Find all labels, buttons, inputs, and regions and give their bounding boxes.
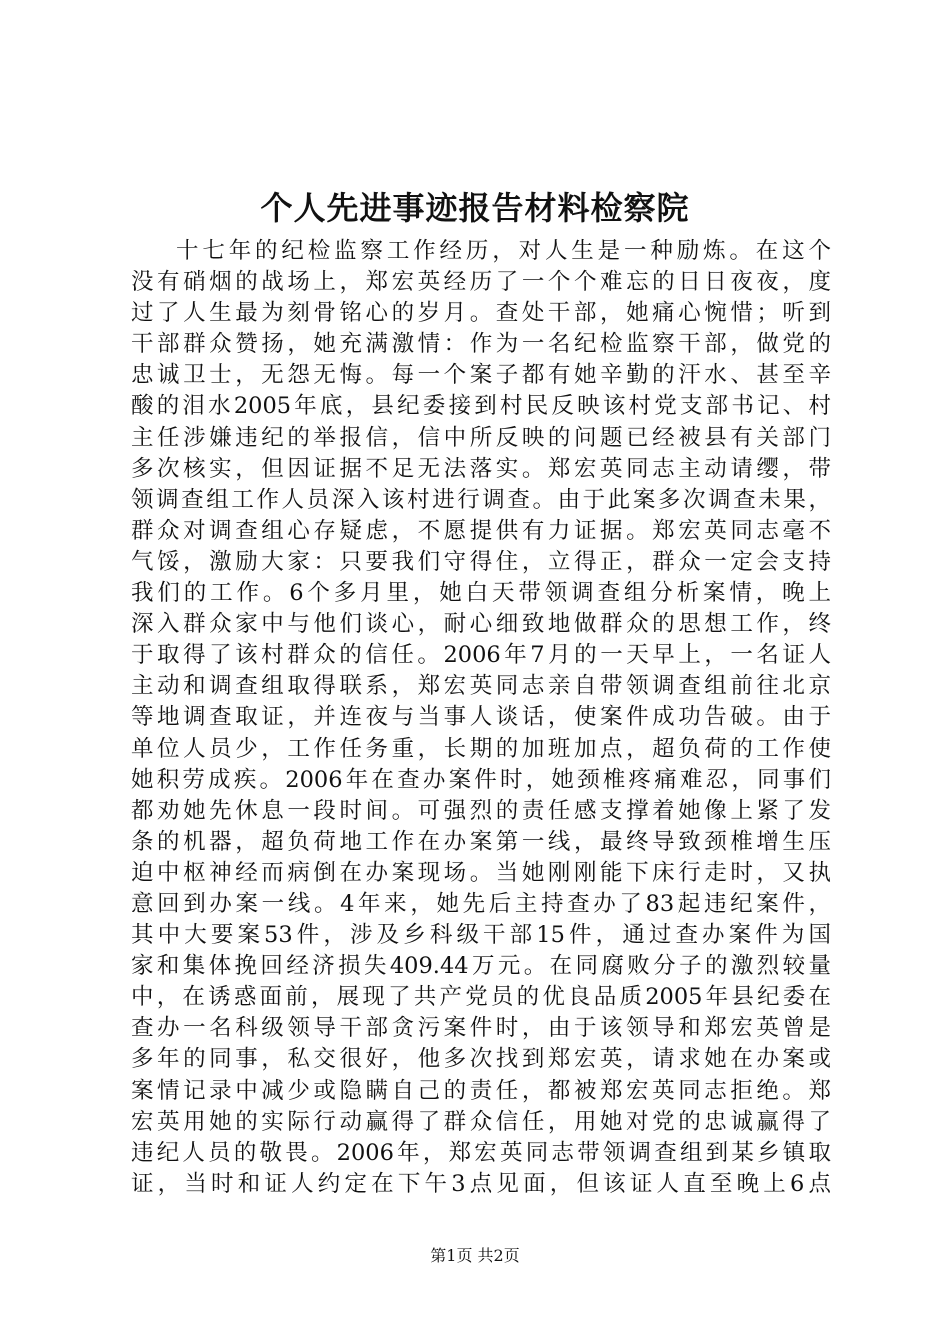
paragraph-line: 她积劳成疾。2006年在查办案件时，她颈椎疼痛难忍，同事们 — [131, 766, 831, 793]
paragraph-line: 领调查组工作人员深入该村进行调查。由于此案多次调查未果， — [131, 486, 831, 513]
paragraph-line: 没有硝烟的战场上，郑宏英经历了一个个难忘的日日夜夜，度 — [131, 269, 831, 296]
document-body — [131, 236, 831, 1200]
paragraph-line: 忠诚卫士，无怨无悔。每一个案子都有她辛勤的汗水、甚至辛 — [131, 362, 831, 389]
paragraph-line: 多次核实，但因证据不足无法落实。郑宏英同志主动请缨，带 — [131, 455, 831, 482]
paragraph-line: 于取得了该村群众的信任。2006年7月的一天早上，一名证人 — [131, 642, 831, 669]
paragraph-line: 群众对调查组心存疑虑，不愿提供有力证据。郑宏英同志毫不 — [131, 517, 831, 544]
paragraph-line: 等地调查取证，并连夜与当事人谈话，使案件成功告破。由于 — [131, 704, 831, 731]
paragraph-line: 单位人员少，工作任务重，长期的加班加点，超负荷的工作使 — [131, 735, 831, 762]
paragraph-line: 查办一名科级领导干部贪污案件时，由于该领导和郑宏英曾是 — [131, 1015, 831, 1042]
paragraph-line: 条的机器，超负荷地工作在办案第一线，最终导致颈椎增生压 — [131, 828, 831, 855]
paragraph-line: 过了人生最为刻骨铭心的岁月。查处干部，她痛心惋惜；听到 — [131, 300, 831, 327]
paragraph-line: 违纪人员的敬畏。2006年，郑宏英同志带领调查组到某乡镇取 — [131, 1139, 831, 1166]
paragraph-line: 干部群众赞扬，她充满激情：作为一名纪检监察干部，做党的 — [131, 331, 831, 358]
page-number-footer: 第1页 共2页 — [430, 1246, 520, 1265]
paragraph-line: 我们的工作。6个多月里，她白天带领调查组分析案情，晚上 — [131, 580, 831, 607]
paragraph-line: 都劝她先休息一段时间。可强烈的责任感支撑着她像上紧了发 — [131, 797, 831, 824]
paragraph-line: 主动和调查组取得联系，郑宏英同志亲自带领调查组前往北京 — [131, 673, 831, 700]
paragraph-line: 证，当时和证人约定在下午3点见面，但该证人直至晚上6点 — [131, 1170, 831, 1197]
paragraph-line: 中，在诱惑面前，展现了共产党员的优良品质2005年县纪委在 — [131, 984, 831, 1011]
paragraph-line: 十七年的纪检监察工作经历，对人生是一种励炼。在这个 — [176, 238, 831, 264]
document-title: 个人先进事迹报告材料检察院 — [260, 189, 690, 227]
paragraph-line: 多年的同事，私交很好，他多次找到郑宏英，请求她在办案或 — [131, 1046, 831, 1073]
paragraph-line: 深入群众家中与他们谈心，耐心细致地做群众的思想工作，终 — [131, 611, 831, 638]
paragraph-line: 其中大要案53件，涉及乡科级干部15件，通过查办案件为国 — [131, 922, 831, 949]
paragraph-line: 酸的泪水2005年底，县纪委接到村民反映该村党支部书记、村 — [131, 393, 831, 420]
paragraph-line: 家和集体挽回经济损失409.44万元。在同腐败分子的激烈较量 — [131, 953, 831, 980]
paragraph-line: 宏英用她的实际行动赢得了群众信任，用她对党的忠诚赢得了 — [131, 1108, 831, 1135]
paragraph-line: 意回到办案一线。4年来，她先后主持查办了83起违纪案件， — [131, 890, 831, 917]
paragraph-line: 迫中枢神经而病倒在办案现场。当她刚刚能下床行走时，又执 — [131, 859, 831, 886]
paragraph-line: 主任涉嫌违纪的举报信，信中所反映的问题已经被县有关部门 — [131, 424, 831, 451]
paragraph-line: 气馁，激励大家：只要我们守得住，立得正，群众一定会支持 — [131, 548, 831, 575]
paragraph-line: 案情记录中减少或隐瞒自己的责任，都被郑宏英同志拒绝。郑 — [131, 1077, 831, 1104]
